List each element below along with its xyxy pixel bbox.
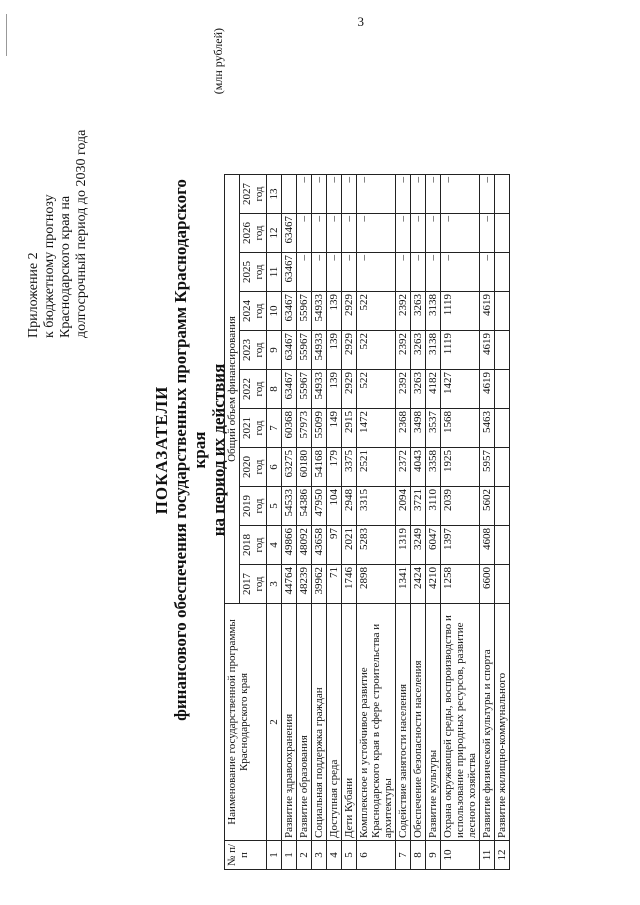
value-cell: 55967: [297, 331, 312, 370]
header-year: 2019 год: [240, 487, 267, 526]
value-cell: 139: [327, 370, 342, 409]
header-year: 2022 год: [240, 370, 267, 409]
row-number: 10: [441, 841, 480, 870]
value-cell: –: [342, 214, 357, 253]
row-number: 1: [282, 841, 297, 870]
value-cell: 60368: [282, 409, 297, 448]
value-cell: 43658: [312, 526, 327, 565]
program-name: Социальная поддержка граждан: [312, 604, 327, 841]
program-name: Развитие здравоохранения: [282, 604, 297, 841]
value-cell: 139: [327, 331, 342, 370]
value-cell: 179: [327, 448, 342, 487]
program-name: Дети Кубани: [342, 604, 357, 841]
value-cell: 60180: [297, 448, 312, 487]
value-cell: [495, 487, 510, 526]
value-cell: 2368: [396, 409, 411, 448]
value-cell: –: [357, 175, 396, 214]
value-cell: –: [441, 214, 480, 253]
column-number: 13: [267, 175, 282, 214]
column-number: 4: [267, 526, 282, 565]
row-number: 9: [426, 841, 441, 870]
value-cell: –: [297, 214, 312, 253]
value-cell: 48239: [297, 565, 312, 604]
value-cell: 2424: [411, 565, 426, 604]
header-year: 2017 год: [240, 565, 267, 604]
header-year: 2026 год: [240, 214, 267, 253]
title-line: финансового обеспечения государственных программ Краснодарского края: [171, 179, 209, 721]
column-number: 5: [267, 487, 282, 526]
value-cell: 2948: [342, 487, 357, 526]
value-cell: 2094: [396, 487, 411, 526]
value-cell: 2898: [357, 565, 396, 604]
value-cell: 5463: [480, 409, 495, 448]
program-name: Обеспечение безопасности населения: [411, 604, 426, 841]
value-cell: –: [411, 253, 426, 292]
value-cell: –: [396, 253, 411, 292]
value-cell: 2521: [357, 448, 396, 487]
value-cell: 3358: [426, 448, 441, 487]
value-cell: –: [441, 175, 480, 214]
value-cell: 3315: [357, 487, 396, 526]
column-number: 9: [267, 331, 282, 370]
value-cell: –: [396, 175, 411, 214]
value-cell: 1427: [441, 370, 480, 409]
value-cell: –: [357, 253, 396, 292]
value-cell: 3138: [426, 331, 441, 370]
value-cell: 4182: [426, 370, 441, 409]
value-cell: 55099: [312, 409, 327, 448]
program-name: Развитие физической культуры и спорта: [480, 604, 495, 841]
value-cell: –: [411, 175, 426, 214]
value-cell: 1397: [441, 526, 480, 565]
value-cell: –: [297, 175, 312, 214]
value-cell: 5283: [357, 526, 396, 565]
row-number: 11: [480, 841, 495, 870]
value-cell: –: [312, 253, 327, 292]
value-cell: 63467: [282, 214, 297, 253]
value-cell: –: [297, 253, 312, 292]
row-number: 3: [312, 841, 327, 870]
value-cell: 6047: [426, 526, 441, 565]
value-cell: –: [327, 175, 342, 214]
value-cell: 3249: [411, 526, 426, 565]
value-cell: 522: [357, 331, 396, 370]
value-cell: –: [441, 253, 480, 292]
value-cell: 139: [327, 292, 342, 331]
header-year: 2020 год: [240, 448, 267, 487]
program-name: Развитие культуры: [426, 604, 441, 841]
value-cell: [495, 448, 510, 487]
value-cell: [495, 253, 510, 292]
program-name: Развитие образования: [297, 604, 312, 841]
appendix-line: Краснодарского края на: [58, 195, 73, 338]
value-cell: 4619: [480, 370, 495, 409]
table-row: [411, 175, 426, 870]
value-cell: 3498: [411, 409, 426, 448]
value-cell: 149: [327, 409, 342, 448]
table-row: [282, 175, 297, 870]
value-cell: 54386: [297, 487, 312, 526]
column-number: 3: [267, 565, 282, 604]
value-cell: 44764: [282, 565, 297, 604]
value-cell: 63467: [282, 331, 297, 370]
value-cell: [495, 292, 510, 331]
header-no: № п/п: [225, 841, 267, 870]
header-name: Наименование государственной программы Краснодарского края: [225, 604, 267, 841]
program-name: Развитие жилищно-коммунального: [495, 604, 510, 841]
value-cell: 54933: [312, 370, 327, 409]
header-year: 2025 год: [240, 253, 267, 292]
value-cell: 2372: [396, 448, 411, 487]
row-number: 8: [411, 841, 426, 870]
value-cell: 55967: [297, 292, 312, 331]
value-cell: –: [480, 253, 495, 292]
value-cell: 2929: [342, 292, 357, 331]
value-cell: [495, 370, 510, 409]
column-number: 7: [267, 409, 282, 448]
value-cell: –: [357, 214, 396, 253]
value-cell: –: [312, 214, 327, 253]
value-cell: 4608: [480, 526, 495, 565]
value-cell: 2039: [441, 487, 480, 526]
value-cell: –: [426, 214, 441, 253]
value-cell: 3721: [411, 487, 426, 526]
table-row: [312, 175, 327, 870]
value-cell: 1258: [441, 565, 480, 604]
value-cell: 63275: [282, 448, 297, 487]
program-name: Доступная среда: [327, 604, 342, 841]
header-year: 2021 год: [240, 409, 267, 448]
value-cell: 2021: [342, 526, 357, 565]
table-row: [495, 175, 510, 870]
row-number: 12: [495, 841, 510, 870]
value-cell: 54533: [282, 487, 297, 526]
margin-mark: [6, 14, 7, 56]
column-number: 12: [267, 214, 282, 253]
value-cell: 1319: [396, 526, 411, 565]
rotated-page: [24, 18, 624, 880]
value-cell: –: [327, 214, 342, 253]
value-cell: –: [426, 175, 441, 214]
program-name: Охрана окружающей среды, воспроизводство и использование природных ресурсов, развитие лесного хозяйства: [441, 604, 480, 841]
value-cell: 48092: [297, 526, 312, 565]
appendix-line: Приложение 2: [26, 252, 41, 338]
value-cell: 63467: [282, 370, 297, 409]
value-cell: 1568: [441, 409, 480, 448]
column-number: 1: [267, 841, 282, 870]
value-cell: 3375: [342, 448, 357, 487]
column-number: 10: [267, 292, 282, 331]
row-number: 5: [342, 841, 357, 870]
value-cell: 2392: [396, 370, 411, 409]
value-cell: 522: [357, 370, 396, 409]
value-cell: 5602: [480, 487, 495, 526]
value-cell: [495, 214, 510, 253]
value-cell: 4210: [426, 565, 441, 604]
table-row: [480, 175, 495, 870]
appendix-note: [26, 58, 90, 338]
value-cell: –: [342, 253, 357, 292]
row-number: 6: [357, 841, 396, 870]
value-cell: 2929: [342, 370, 357, 409]
value-cell: 54933: [312, 292, 327, 331]
value-cell: 1925: [441, 448, 480, 487]
value-cell: 2915: [342, 409, 357, 448]
table-row: [327, 175, 342, 870]
value-cell: –: [342, 175, 357, 214]
table-row: [357, 175, 396, 870]
value-cell: 1119: [441, 292, 480, 331]
value-cell: 63467: [282, 253, 297, 292]
program-name: Комплексное и устойчивое развитие Краснодарского края в сфере строительства и архитектуры: [357, 604, 396, 841]
value-cell: 3537: [426, 409, 441, 448]
value-cell: 2929: [342, 331, 357, 370]
table-row: [396, 175, 411, 870]
value-cell: 2392: [396, 292, 411, 331]
value-cell: 3110: [426, 487, 441, 526]
column-number: 6: [267, 448, 282, 487]
appendix-line: к бюджетному прогнозу: [42, 194, 57, 338]
unit-label: (млн рублей): [211, 28, 225, 95]
value-cell: 71: [327, 565, 342, 604]
value-cell: 3263: [411, 331, 426, 370]
value-cell: 4619: [480, 292, 495, 331]
value-cell: –: [480, 175, 495, 214]
value-cell: 6600: [480, 565, 495, 604]
row-number: 4: [327, 841, 342, 870]
header-year: 2024 год: [240, 292, 267, 331]
value-cell: 47950: [312, 487, 327, 526]
value-cell: 522: [357, 292, 396, 331]
value-cell: –: [327, 253, 342, 292]
value-cell: 63467: [282, 292, 297, 331]
value-cell: 57973: [297, 409, 312, 448]
table-row: [426, 175, 441, 870]
header-year: 2023 год: [240, 331, 267, 370]
table-row: [342, 175, 357, 870]
value-cell: –: [396, 214, 411, 253]
value-cell: –: [312, 175, 327, 214]
value-cell: –: [411, 214, 426, 253]
column-number: 8: [267, 370, 282, 409]
value-cell: 3263: [411, 370, 426, 409]
column-number: 2: [267, 604, 282, 841]
value-cell: [495, 175, 510, 214]
value-cell: [282, 175, 297, 214]
appendix-line: долгосрочный период до 2030 года: [74, 129, 89, 338]
value-cell: 2392: [396, 331, 411, 370]
value-cell: 1341: [396, 565, 411, 604]
value-cell: 4619: [480, 331, 495, 370]
value-cell: 1472: [357, 409, 396, 448]
title-line: ПОКАЗАТЕЛИ: [152, 385, 171, 515]
document-title: [152, 170, 228, 730]
value-cell: 5957: [480, 448, 495, 487]
programs-table: [224, 174, 510, 870]
value-cell: [495, 331, 510, 370]
value-cell: 1119: [441, 331, 480, 370]
table-row: [297, 175, 312, 870]
header-year: 2027 год: [240, 175, 267, 214]
row-number: 7: [396, 841, 411, 870]
value-cell: 104: [327, 487, 342, 526]
value-cell: –: [480, 214, 495, 253]
value-cell: 3263: [411, 292, 426, 331]
value-cell: 4043: [411, 448, 426, 487]
value-cell: 54933: [312, 331, 327, 370]
value-cell: 1746: [342, 565, 357, 604]
value-cell: 55967: [297, 370, 312, 409]
value-cell: 49866: [282, 526, 297, 565]
value-cell: 54168: [312, 448, 327, 487]
value-cell: 39962: [312, 565, 327, 604]
value-cell: [495, 526, 510, 565]
row-number: 2: [297, 841, 312, 870]
value-cell: –: [426, 253, 441, 292]
page-number: 3: [357, 14, 364, 29]
program-name: Содействие занятости населения: [396, 604, 411, 841]
value-cell: 97: [327, 526, 342, 565]
value-cell: [495, 409, 510, 448]
header-year: 2018 год: [240, 526, 267, 565]
value-cell: [495, 565, 510, 604]
header-group: Общий объем финансирования: [225, 175, 240, 604]
title-line: на период их действия: [209, 363, 228, 537]
value-cell: 3138: [426, 292, 441, 331]
column-number: 11: [267, 253, 282, 292]
table-row: [441, 175, 480, 870]
